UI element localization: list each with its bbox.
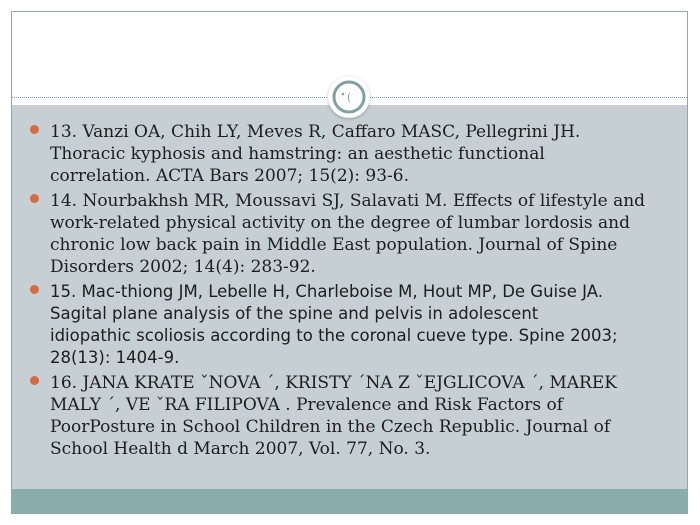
- bullet-icon: [30, 285, 39, 294]
- reference-line: School Health d March 2007, Vol. 77, No. 3.: [50, 439, 431, 459]
- bullet-icon: [30, 376, 39, 385]
- reference-line: Sagital plane analysis of the spine and pelvis in adolescent: [50, 304, 539, 323]
- bullet-icon: [30, 194, 39, 203]
- bullet-icon: [30, 125, 39, 134]
- reference-line: 16. JANA KRATE ˇNOVA ´, KRISTY ´NA Z ˇEJGLICOVA ´, MAREK: [50, 373, 617, 393]
- reference-line: work-related physical activity on the degree of lumbar lordosis and: [50, 213, 630, 233]
- reference-list: [30, 121, 695, 463]
- reference-line: idiopathic scoliosis according to the coronal cueve type. Spine 2003;: [50, 326, 618, 345]
- reference-item: [30, 372, 695, 460]
- reference-item: [30, 281, 695, 369]
- reference-line: 15. Mac-thiong JM, Lebelle H, Charleboise M, Hout MP, De Guise JA.: [50, 282, 603, 301]
- reference-line: correlation. ACTA Bars 2007; 15(2): 93-6.: [50, 166, 409, 186]
- reference-line: PoorPosture in School Children in the Czech Republic. Journal of: [50, 417, 611, 437]
- reference-line: Disorders 2002; 14(4): 283-92.: [50, 257, 316, 277]
- reference-line: 14. Nourbakhsh MR, Moussavi SJ, Salavati M. Effects of lifestyle and: [50, 191, 646, 211]
- reference-item: [30, 190, 695, 278]
- svg-text:(: (: [346, 91, 352, 104]
- reference-line: chronic low back pain in Middle East population. Journal of Spine: [50, 235, 618, 255]
- reference-line: MALY ´, VE ˇRA FILIPOVA . Prevalence and Risk Factors of: [50, 395, 564, 415]
- reference-line: Thoracic kyphosis and hamstring: an aesthetic functional: [50, 144, 545, 164]
- reference-line: 28(13): 1404-9.: [50, 348, 180, 367]
- reference-line: 13. Vanzi OA, Chih LY, Meves R, Caffaro MASC, Pellegrini JH.: [50, 122, 581, 142]
- ornament-icon: [328, 76, 370, 118]
- footer-bar: [12, 489, 687, 513]
- reference-item: [30, 121, 695, 187]
